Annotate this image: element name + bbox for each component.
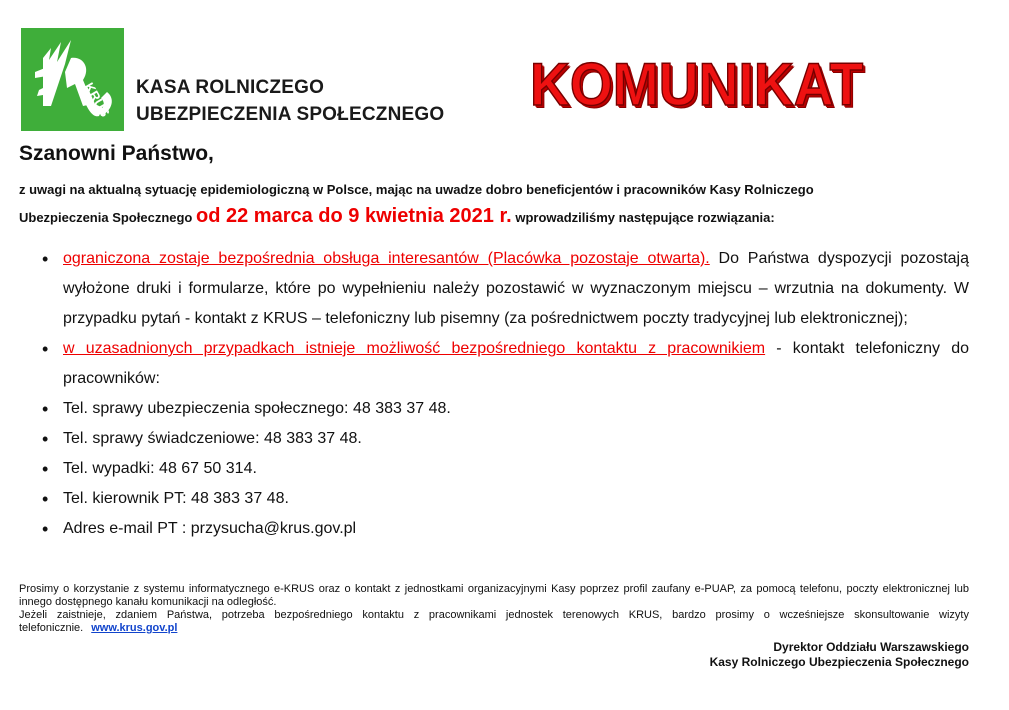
list-item-text: Adres e-mail PT : przysucha@krus.gov.pl xyxy=(63,520,357,537)
org-name-line2: UBEZPIECZENIA SPOŁECZNEGO xyxy=(136,104,445,125)
list-item-text: Do Państwa dyspozycji pozostają wyłożone druki i formularze, które po wypełnieniu należy pozostawić w wyznaczonym miejscu – wrzutnia na dokumenty. W przypadku pytań - kontakt z KRUS – telefoniczny lub pisemny (za pośrednictwem poczty tradycyjnej lub elektronicznej); xyxy=(63,250,970,327)
date-range: od 22 marca do 9 kwietnia 2021 r. xyxy=(196,205,512,227)
footer-note xyxy=(19,583,969,635)
org-name-line1: KASA ROLNICZEGO xyxy=(136,77,325,98)
intro-line1: z uwagi na aktualną sytuację epidemiologiczną w Polsce, mając na uwadze dobro beneficjentów i pracowników Kasy Rolniczego xyxy=(19,182,814,197)
list-item-text: Tel. sprawy ubezpieczenia społecznego: 48 383 37 48. xyxy=(63,400,451,417)
footer-paragraph-2-text: Jeżeli zaistnieje, zdaniem Państwa, potrzeba bezpośredniego kontaktu z pracownikami jednostek terenowych KRUS, bardzo prosimy o wcześniejsze skonsultowanie wizyty telefonicznie. xyxy=(19,609,969,634)
list-item xyxy=(40,394,969,424)
list-item xyxy=(40,424,969,454)
list-item xyxy=(40,244,969,334)
signature-line1: Dyrektor Oddziału Warszawskiego xyxy=(773,640,969,654)
list-item xyxy=(40,514,969,544)
footer-paragraph-2 xyxy=(19,609,969,635)
intro-line2 xyxy=(19,205,775,228)
logo-text: KRUS xyxy=(81,80,113,120)
footer-paragraph-1: Prosimy o korzystanie z systemu informatycznego e-KRUS oraz o kontakt z jednostkami organizacyjnymi Kasy poprzez profil zaufany e-PUAP, za pomocą telefonu, poczty elektronicznej lub innego dostępnego kanału komunikacji na odległość. xyxy=(19,583,969,608)
list-item-text: - kontakt telefoniczny do pracowników: xyxy=(63,340,969,387)
greeting: Szanowni Państwo, xyxy=(19,142,214,165)
krus-logo xyxy=(21,28,124,131)
krus-logo-icon xyxy=(21,28,124,131)
list-item-highlight: ograniczona zostaje bezpośrednia obsługa interesantów (Placówka pozostaje otwarta). xyxy=(63,250,710,267)
intro-line2-end: wprowadziliśmy następujące rozwiązania: xyxy=(515,210,775,225)
org-name xyxy=(136,74,444,128)
list-item xyxy=(40,484,969,514)
headline: KOMUNIKAT xyxy=(530,51,864,118)
list-item xyxy=(40,334,969,394)
list-item-text: Tel. wypadki: 48 67 50 314. xyxy=(63,460,257,477)
list-item xyxy=(40,454,969,484)
list-item-text: Tel. sprawy świadczeniowe: 48 383 37 48. xyxy=(63,430,362,447)
list-item-text: Tel. kierownik PT: 48 383 37 48. xyxy=(63,490,289,507)
signature xyxy=(710,640,969,670)
signature-line2: Kasy Rolniczego Ubezpieczenia Społecznego xyxy=(709,655,969,669)
intro-line2-start: Ubezpieczenia Społecznego xyxy=(19,210,193,225)
measures-list xyxy=(40,244,969,544)
list-item-highlight: w uzasadnionych przypadkach istnieje możliwość bezpośredniego kontaktu z pracownikiem xyxy=(63,340,766,357)
krus-website-link[interactable]: www.krus.gov.pl xyxy=(91,622,178,634)
